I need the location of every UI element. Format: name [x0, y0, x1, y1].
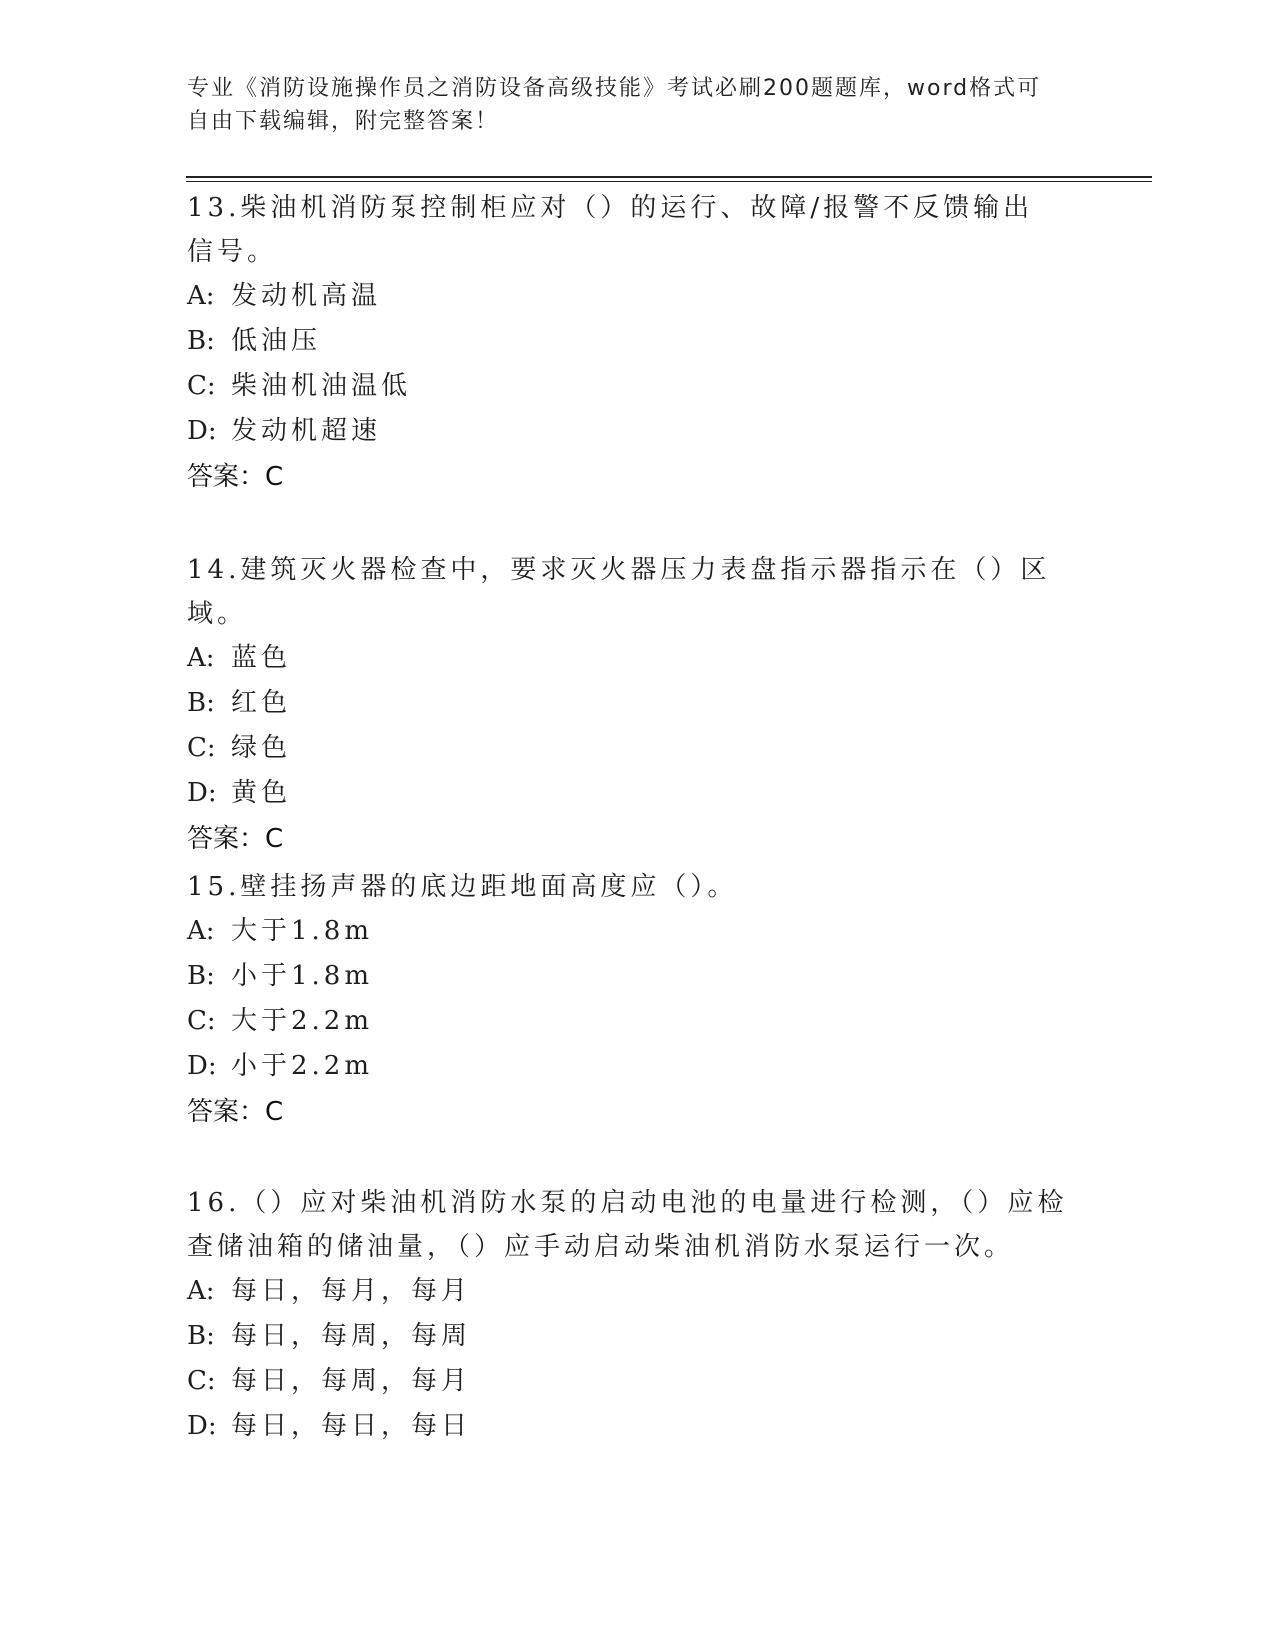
option-d: D: 发动机超速 — [187, 416, 382, 446]
document-header — [187, 72, 1067, 138]
option-a: A: 大于1.8m — [187, 916, 374, 946]
option-c: C: 大于2.2m — [187, 1006, 374, 1036]
question-text: 16.（）应对柴油机消防水泵的启动电池的电量进行检测，（）应检查储油箱的储油量，（）应手动启动柴油机消防水泵运行一次。 — [187, 1188, 1068, 1262]
option-d: D: 黄色 — [187, 778, 292, 808]
option-a: A: 发动机高温 — [187, 281, 382, 311]
question-15 — [187, 865, 1087, 1135]
answer-label: 答案：C — [187, 462, 284, 492]
option-a: A: 蓝色 — [187, 643, 292, 673]
option-b: B: 小于1.8m — [187, 961, 374, 991]
header-divider-thick — [186, 176, 1152, 178]
question-text: 14.建筑灭火器检查中，要求灭火器压力表盘指示器指示在（）区域。 — [187, 555, 1051, 629]
option-d: D: 每日，每日，每日 — [187, 1411, 472, 1441]
option-a: A: 每日，每月，每月 — [187, 1276, 472, 1306]
option-c: C: 每日，每周，每月 — [187, 1366, 472, 1396]
option-d: D: 小于2.2m — [187, 1051, 374, 1081]
header-line-1: 专业《消防设施操作员之消防设备高级技能》考试必刷200题题库，word格式可 — [187, 76, 1042, 101]
question-16 — [187, 1181, 1087, 1449]
header-divider-thin — [186, 181, 1152, 182]
option-c: C: 绿色 — [187, 733, 292, 763]
option-c: C: 柴油机油温低 — [187, 371, 412, 401]
question-13 — [187, 186, 1057, 500]
question-text: 15.壁挂扬声器的底边距地面高度应（）。 — [187, 872, 738, 902]
question-text: 13.柴油机消防泵控制柜应对（）的运行、故障/报警不反馈输出信号。 — [187, 193, 1034, 267]
question-14 — [187, 548, 1087, 862]
header-line-2: 自由下载编辑，附完整答案！ — [187, 109, 500, 134]
answer-label: 答案：C — [187, 824, 284, 854]
option-b: B: 红色 — [187, 688, 292, 718]
answer-label: 答案：C — [187, 1097, 284, 1127]
option-b: B: 每日，每周，每周 — [187, 1321, 472, 1351]
option-b: B: 低油压 — [187, 326, 322, 356]
